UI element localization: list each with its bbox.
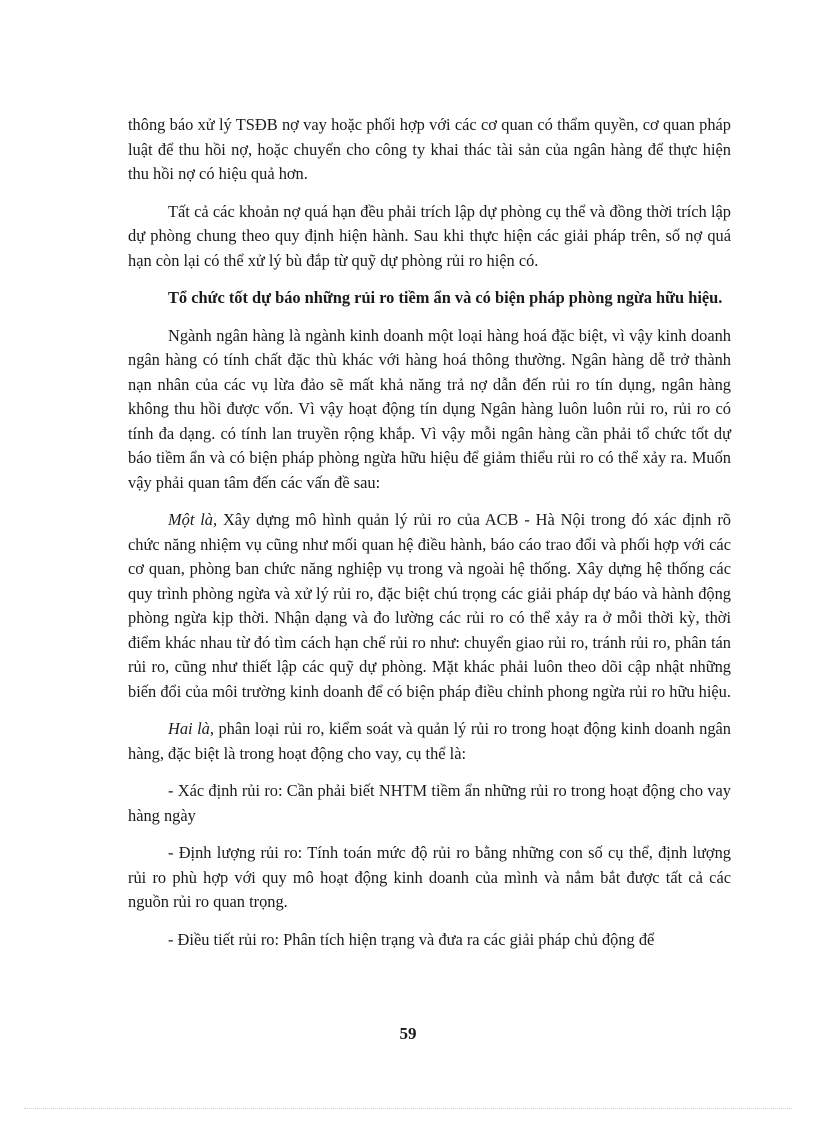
section-heading: Tổ chức tốt dự báo những rủi ro tiềm ẩn và có biện pháp phòng ngừa hữu hiệu. — [168, 288, 723, 307]
page-bottom-divider — [24, 1108, 792, 1109]
paragraph-first-point — [128, 508, 731, 704]
paragraph-provisioning: Tất cả các khoản nợ quá hạn đều phải trích lập dự phòng cụ thể và đồng thời trích lập dự phòng chung theo quy định hiện hành. Sau khi thực hiện các giải pháp trên, số nợ quá hạn còn lại có thể xử lý bù đắp từ quỹ dự phòng rủi ro hiện có. — [128, 201, 731, 270]
second-point-lead: Hai là, — [168, 719, 214, 738]
list-item-risk-identification: - Xác định rủi ro: Cần phải biết NHTM tiềm ẩn những rủi ro trong hoạt động cho vay hàng ngày — [128, 781, 731, 825]
second-point-text: phân loại rủi ro, kiểm soát và quản lý rủi ro trong hoạt động kinh doanh ngân hàng, đặc biệt là trong hoạt động cho vay, cụ thể là: — [128, 719, 732, 763]
first-point-text: Xây dựng mô hình quản lý rủi ro của ACB - Hà Nội trong đó xác định rõ chức năng nhiệm vụ cũng như mối quan hệ điều hành, báo cáo trao đổi và phối hợp với các cơ quan, phòng ban chức năng nghiệp vụ trong và ngoài hệ thống. Xây dựng hệ thống các quy trình phòng ngừa và xử lý rủi ro, đặc biệt chú trọng các giải pháp dự báo và hành động phòng ngừa kịp thời. Nhận dạng và đo lường các rủi ro có thể xảy ra ở mỗi thời kỳ, thời điểm khác nhau từ đó tìm cách hạn chế rủi ro như: chuyển giao rủi ro, tránh rủi ro, phân tán rủi ro, cũng như thiết lập các quỹ dự phòng. Mặt khác phải luôn theo dõi cập nhật những biến đổi của môi trường kinh doanh để có biện pháp điều chỉnh phong ngừa rủi ro hữu hiệu. — [128, 510, 731, 701]
paragraph-second-point — [128, 717, 731, 766]
paragraph-continuation: thông báo xử lý TSĐB nợ vay hoặc phối hợp với các cơ quan có thẩm quyền, cơ quan pháp luật để thu hồi nợ, hoặc chuyển cho công ty khai thác tài sản của ngân hàng để thực hiện thu hồi nợ có hiệu quả hơn. — [128, 115, 731, 183]
list-item-risk-quantification: - Định lượng rủi ro: Tính toán mức độ rủi ro bằng những con số cụ thể, định lượng rủi ro phù hợp với quy mô hoạt động kinh doanh của mình và nắm bắt được tất cả các nguồn rủi ro quan trọng. — [128, 843, 731, 911]
body-text — [128, 113, 731, 965]
first-point-lead: Một là, — [168, 510, 218, 529]
paragraph-banking-industry: Ngành ngân hàng là ngành kinh doanh một loại hàng hoá đặc biệt, vì vậy kinh doanh ngân hàng có tính chất đặc thù khác với hàng hoá thông thường. Ngân hàng dễ trở thành nạn nhân của các vụ lừa đảo sẽ mất khả năng trả nợ dẫn đến rủi ro tín dụng, ngân hàng không thu hồi được vốn. Vì vậy hoạt động tín dụng Ngân hàng luôn luôn rủi ro, rủi ro có tính đa dạng. có tính lan truyền rộng khắp. Vì vậy mỗi ngân hàng cần phải tổ chức tốt dự báo tiềm ẩn và có biện pháp phòng ngừa hữu hiệu để giảm thiểu rủi ro có thể xảy ra. Muốn vậy phải quan tâm đến các vấn đề sau: — [128, 325, 731, 492]
list-item-risk-regulation: - Điều tiết rủi ro: Phân tích hiện trạng và đưa ra các giải pháp chủ động để — [168, 929, 655, 949]
page-number: 59 — [399, 1024, 417, 1043]
